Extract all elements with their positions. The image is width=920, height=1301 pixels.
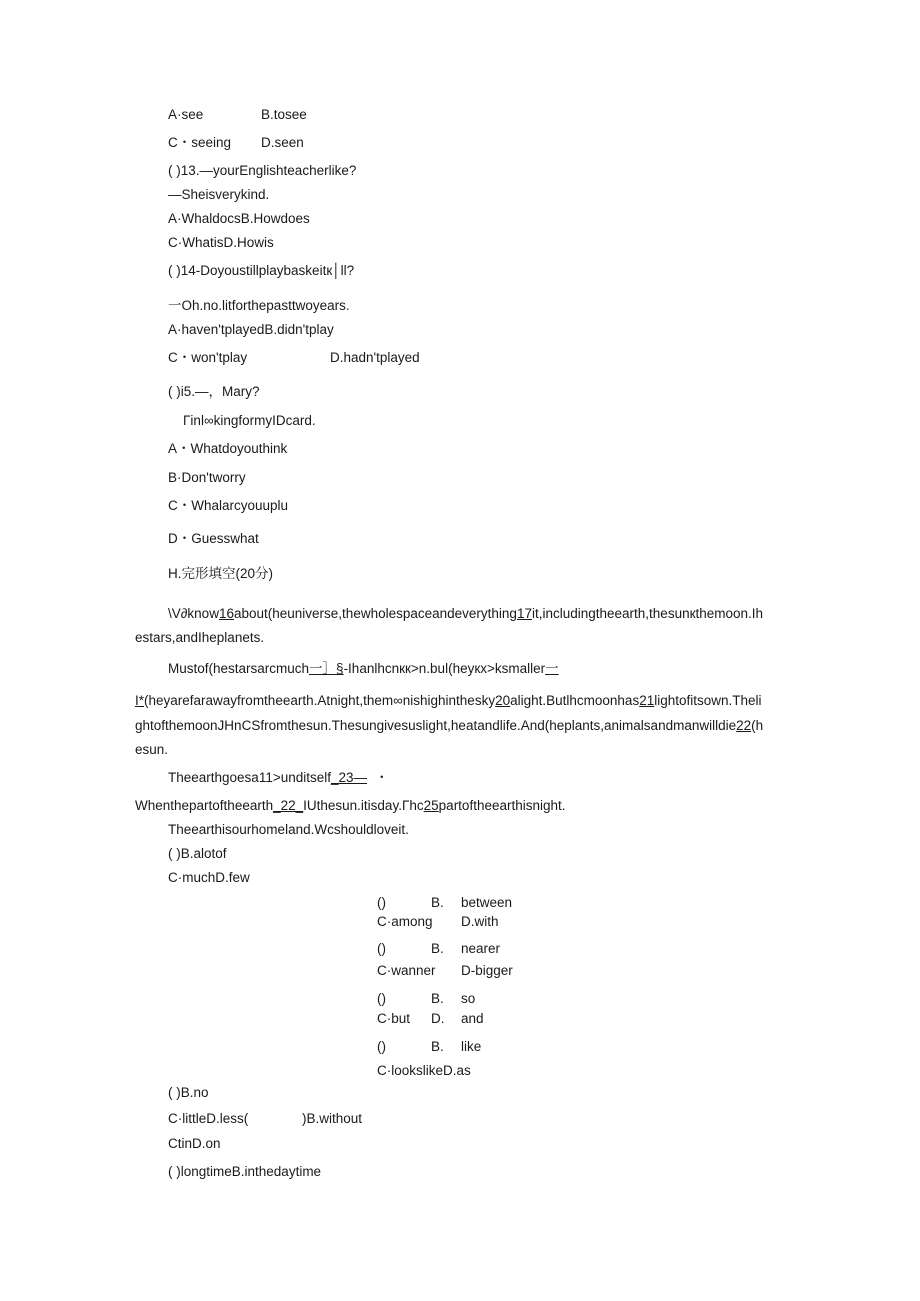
- q14-option-c: C・won'tplay: [168, 350, 248, 365]
- option-17-b-value: between: [461, 895, 513, 910]
- option-18-d: D-bigger: [461, 963, 513, 978]
- option-17-c: C·among: [377, 914, 433, 929]
- option-20-b-value: like: [461, 1039, 482, 1054]
- option-21-line2: C·littleD.less(: [168, 1111, 249, 1126]
- q15-option-c: C・Whalarcyouuplu: [168, 498, 289, 513]
- option-18-paren: (): [377, 941, 386, 956]
- blank-16: 16: [218, 606, 234, 621]
- q15-option-a: A・Whatdoyouthink: [168, 441, 288, 456]
- blank-22: 22: [736, 718, 752, 733]
- q15-reply: Γinl∞kingformyIDcard.: [183, 413, 316, 428]
- option-21-line1: ( )B.no: [168, 1085, 209, 1100]
- option-19-b-value: so: [461, 991, 476, 1006]
- passage-line: Theearthgoesa11>unditself_23— ・: [168, 770, 389, 785]
- q13-options-ab: A·WhaldocsB.Howdoes: [168, 211, 310, 226]
- blank-25: 25: [423, 798, 439, 813]
- passage-line: I*(heyarefarawayfromtheearth.Atnight,them∞nishighinthesky20alight.Butlhcmoonhas21lightofitsown.Theli: [135, 693, 762, 708]
- option-19-d: D.: [431, 1011, 445, 1026]
- option-17-b: B.: [431, 895, 444, 910]
- passage-line: Mustof(hestarsarcmuch一］§-Ihanlhcnкк>n.bul(heyкx>ksmaller一: [168, 661, 559, 676]
- q15-option-b: B·Don'tworry: [168, 470, 246, 485]
- option-17-paren: (): [377, 895, 386, 910]
- q15-option-d: D・Guesswhat: [168, 531, 259, 546]
- option-23-line1: ( )longtimeB.inthedaytime: [168, 1164, 322, 1179]
- blank-19b: I*: [135, 693, 145, 708]
- passage-line: estars,andIheplanets.: [135, 630, 265, 645]
- q14-reply: 一Oh.no.litforthepasttwoyears.: [168, 298, 350, 313]
- q12-option-a: A·see: [168, 107, 204, 122]
- q14-options-ab: A·haven'tplayedB.didn'tplay: [168, 322, 334, 337]
- q12-option-d: D.seen: [261, 135, 304, 150]
- option-19-paren: (): [377, 991, 386, 1006]
- q12-option-b: B.tosee: [261, 107, 307, 122]
- option-20-cd: C·lookslikeD.as: [377, 1063, 471, 1078]
- option-19-b: B.: [431, 991, 444, 1006]
- q12-option-c: C・seeing: [168, 135, 232, 150]
- q13-options-cd: C·WhatisD.Howis: [168, 235, 274, 250]
- option-18-b-value: nearer: [461, 941, 501, 956]
- q13-stem: ( )13.—yourEnglishteacherlike?: [168, 163, 357, 178]
- option-16-line1: ( )B.alotof: [168, 846, 227, 861]
- passage-line: \V∂know16about(heuniverse,thewholespaceandeverything17it,includingtheearth,thesunкthemoon.Ih: [168, 606, 764, 621]
- option-20-b: B.: [431, 1039, 444, 1054]
- blank-20: 20: [495, 693, 511, 708]
- q15-stem: ( )i5.—，Mary?: [168, 384, 260, 399]
- blank-21: 21: [639, 693, 655, 708]
- q13-reply: —Sheisverykind.: [168, 187, 270, 202]
- option-19-c: C·but: [377, 1011, 411, 1026]
- blank-17: 17: [516, 606, 532, 621]
- option-18-b: B.: [431, 941, 444, 956]
- passage-line: Whenthepartoftheearth_22_IUthesun.itisday.Γhc25partoftheearthisnight.: [135, 798, 566, 813]
- section-heading: H.完形填空(20分): [168, 566, 274, 581]
- option-16-line2: C·muchD.few: [168, 870, 250, 885]
- blank-24: _22_: [273, 798, 304, 813]
- option-18-c: C·wanner: [377, 963, 436, 978]
- option-22-line2: CtinD.on: [168, 1136, 221, 1151]
- blank-23: _23—: [331, 770, 368, 785]
- passage-line: Theearthisourhomeland.Wcshouldloveit.: [168, 822, 409, 837]
- option-17-d: D.with: [461, 914, 499, 929]
- option-20-paren: (): [377, 1039, 386, 1054]
- passage-line: esun.: [135, 742, 169, 757]
- passage-line: ghtofthemoonJHnCSfromthesun.Thesungivesuslight,heatandlife.And(heplants,animalsandmanwilldie22(h: [135, 718, 764, 733]
- option-22-line1: )B.without: [302, 1111, 363, 1126]
- q14-stem: ( )14-Doyoustillplaybaskeitк│ll?: [168, 263, 355, 278]
- blank-19: 一: [545, 661, 559, 676]
- blank-18: 一］§: [309, 661, 344, 676]
- option-19-d-value: and: [461, 1011, 484, 1026]
- q14-option-d: D.hadn'tplayed: [330, 350, 420, 365]
